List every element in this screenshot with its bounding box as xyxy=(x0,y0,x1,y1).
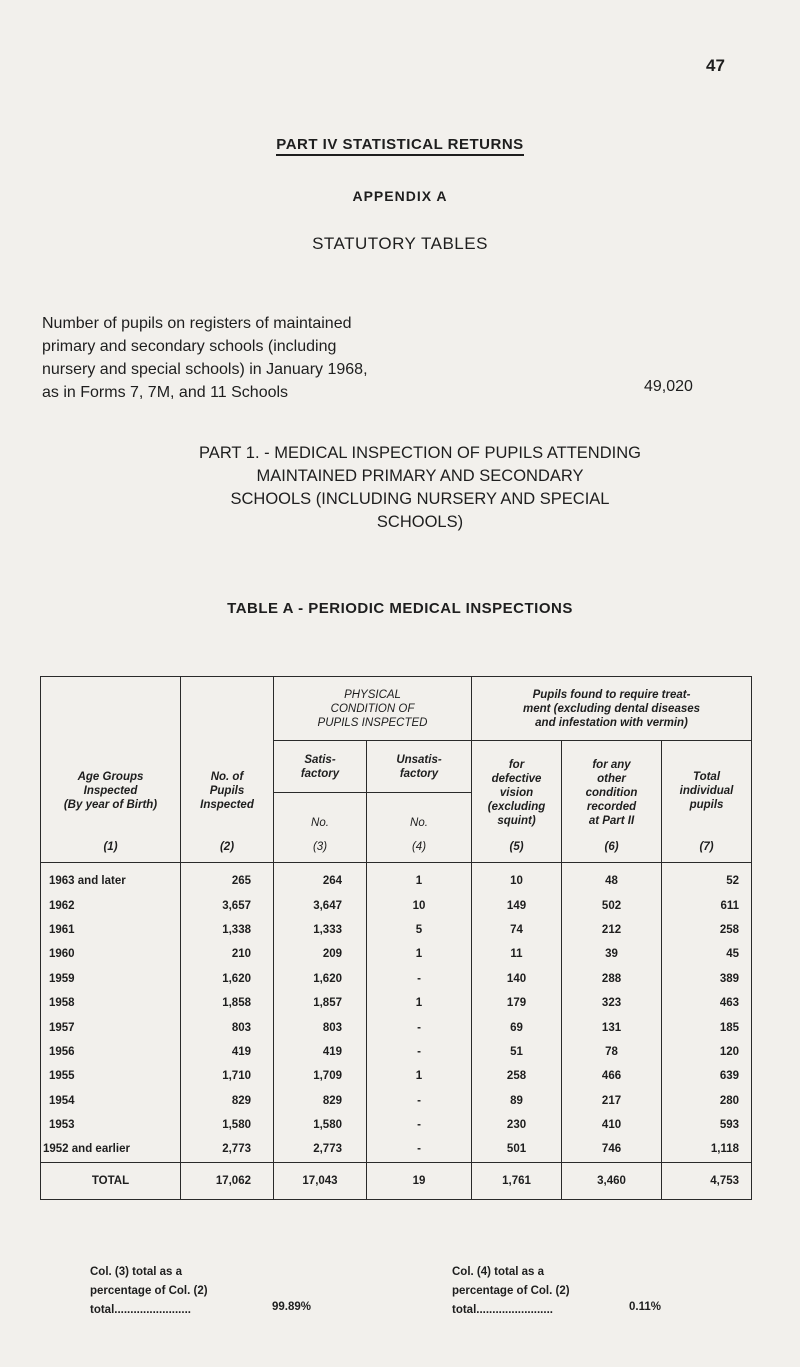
header-unsatisfactory: Unsatis- factory xyxy=(367,741,472,793)
cell-inspected: 1,858 xyxy=(181,991,274,1015)
cell-inspected: 2,773 xyxy=(181,1137,274,1162)
cell-age: 1953 xyxy=(41,1113,181,1137)
cell-vision: 140 xyxy=(472,967,562,991)
cell-age: 1957 xyxy=(41,1015,181,1039)
table-row xyxy=(41,918,752,942)
header-unsatisfactory-no: No. (4) xyxy=(367,793,472,863)
table-row xyxy=(41,1113,752,1137)
statutory-heading: STATUTORY TABLES xyxy=(312,234,488,253)
total-row xyxy=(41,1162,752,1199)
cell-total: 280 xyxy=(662,1089,752,1113)
cell-inspected: 1,580 xyxy=(181,1113,274,1137)
cell-satisfactory: 1,620 xyxy=(274,967,367,991)
table-row xyxy=(41,1015,752,1039)
cell-other: 78 xyxy=(562,1040,662,1064)
intro-line: nursery and special schools) in January 1968, xyxy=(42,361,368,378)
cell-age: 1959 xyxy=(41,967,181,991)
cell-vision: 179 xyxy=(472,991,562,1015)
cell-total: 611 xyxy=(662,893,752,917)
header-defective-vision: for defective vision (excluding squint) (5) xyxy=(472,741,562,863)
cell-vision: 89 xyxy=(472,1089,562,1113)
cell-vision: 69 xyxy=(472,1015,562,1039)
part1-line: PART 1. - MEDICAL INSPECTION OF PUPILS ATTENDING xyxy=(199,444,641,462)
header-satisfactory: Satis- factory xyxy=(274,741,367,793)
cell-age: 1954 xyxy=(41,1089,181,1113)
cell-age: 1952 and earlier xyxy=(41,1137,181,1162)
cell-other: 502 xyxy=(562,893,662,917)
inspections-table xyxy=(40,676,752,1200)
cell-vision: 11 xyxy=(472,942,562,966)
footnote-col3-value: 99.89% xyxy=(272,1301,312,1313)
table-row xyxy=(41,967,752,991)
cell-inspected: 1,710 xyxy=(181,1064,274,1088)
cell-vision: 10 xyxy=(472,863,562,894)
cell-unsatisfactory: - xyxy=(367,1089,472,1113)
footnote-col4: Col. (4) total as a percentage of Col. (2) total........................ xyxy=(452,1266,570,1316)
table-row xyxy=(41,1089,752,1113)
table-row xyxy=(41,893,752,917)
header-pupils-found: Pupils found to require treat- ment (excluding dental diseases and infestation with vermin) xyxy=(472,677,752,741)
part1-heading xyxy=(140,442,700,534)
cell-unsatisfactory: 1 xyxy=(367,863,472,894)
cell-unsatisfactory: 1 xyxy=(367,1064,472,1088)
cell-total: 463 xyxy=(662,991,752,1015)
cell-unsatisfactory: - xyxy=(367,967,472,991)
cell-unsatisfactory: 1 xyxy=(367,942,472,966)
total-other: 3,460 xyxy=(562,1162,662,1199)
cell-satisfactory: 1,709 xyxy=(274,1064,367,1088)
header-age-groups: Age Groups Inspected (By year of Birth) (1) xyxy=(41,677,181,863)
cell-satisfactory: 3,647 xyxy=(274,893,367,917)
cell-other: 466 xyxy=(562,1064,662,1088)
cell-vision: 149 xyxy=(472,893,562,917)
cell-total: 593 xyxy=(662,1113,752,1137)
cell-satisfactory: 829 xyxy=(274,1089,367,1113)
cell-unsatisfactory: 10 xyxy=(367,893,472,917)
cell-inspected: 803 xyxy=(181,1015,274,1039)
total-total: 4,753 xyxy=(662,1162,752,1199)
table-row xyxy=(41,942,752,966)
cell-unsatisfactory: 1 xyxy=(367,991,472,1015)
table-row xyxy=(41,1064,752,1088)
cell-other: 131 xyxy=(562,1015,662,1039)
total-label: TOTAL xyxy=(41,1162,181,1199)
part-heading xyxy=(0,136,800,153)
total-satisfactory: 17,043 xyxy=(274,1162,367,1199)
part1-line: MAINTAINED PRIMARY AND SECONDARY xyxy=(256,467,584,485)
header-physical-condition: PHYSICAL CONDITION OF PUPILS INSPECTED xyxy=(274,677,472,741)
cell-other: 212 xyxy=(562,918,662,942)
cell-unsatisfactory: - xyxy=(367,1015,472,1039)
total-unsatisfactory: 19 xyxy=(367,1162,472,1199)
cell-inspected: 265 xyxy=(181,863,274,894)
table-row xyxy=(41,863,752,894)
part-heading-text: PART IV STATISTICAL RETURNS xyxy=(276,136,523,156)
cell-satisfactory: 264 xyxy=(274,863,367,894)
cell-age: 1958 xyxy=(41,991,181,1015)
table-row xyxy=(41,991,752,1015)
cell-age: 1960 xyxy=(41,942,181,966)
cell-other: 410 xyxy=(562,1113,662,1137)
cell-inspected: 829 xyxy=(181,1089,274,1113)
intro-text xyxy=(42,312,368,404)
cell-other: 48 xyxy=(562,863,662,894)
cell-unsatisfactory: - xyxy=(367,1040,472,1064)
cell-total: 45 xyxy=(662,942,752,966)
cell-vision: 258 xyxy=(472,1064,562,1088)
cell-total: 185 xyxy=(662,1015,752,1039)
header-other-condition: for any other condition recorded at Part II (6) xyxy=(562,741,662,863)
intro-line: Number of pupils on registers of maintained xyxy=(42,315,352,332)
footnote-col4-value: 0.11% xyxy=(629,1301,661,1313)
cell-age: 1962 xyxy=(41,893,181,917)
part1-line: SCHOOLS (INCLUDING NURSERY AND SPECIAL xyxy=(230,490,610,508)
cell-satisfactory: 2,773 xyxy=(274,1137,367,1162)
page-number: 47 xyxy=(706,56,725,75)
table-title: TABLE A - PERIODIC MEDICAL INSPECTIONS xyxy=(227,600,573,617)
cell-vision: 230 xyxy=(472,1113,562,1137)
cell-other: 217 xyxy=(562,1089,662,1113)
part1-line: SCHOOLS) xyxy=(376,513,464,531)
cell-total: 389 xyxy=(662,967,752,991)
cell-age: 1961 xyxy=(41,918,181,942)
cell-satisfactory: 803 xyxy=(274,1015,367,1039)
cell-inspected: 419 xyxy=(181,1040,274,1064)
cell-total: 52 xyxy=(662,863,752,894)
cell-other: 323 xyxy=(562,991,662,1015)
table-row xyxy=(41,1137,752,1162)
cell-satisfactory: 1,333 xyxy=(274,918,367,942)
cell-satisfactory: 1,857 xyxy=(274,991,367,1015)
intro-line: as in Forms 7, 7M, and 11 Schools xyxy=(42,384,289,401)
header-satisfactory-no: No. (3) xyxy=(274,793,367,863)
header-total-individual: Total individual pupils (7) xyxy=(662,741,752,863)
cell-vision: 501 xyxy=(472,1137,562,1162)
cell-age: 1955 xyxy=(41,1064,181,1088)
cell-unsatisfactory: - xyxy=(367,1137,472,1162)
cell-satisfactory: 419 xyxy=(274,1040,367,1064)
cell-other: 288 xyxy=(562,967,662,991)
cell-inspected: 3,657 xyxy=(181,893,274,917)
intro-line: primary and secondary schools (including xyxy=(42,338,337,355)
cell-vision: 51 xyxy=(472,1040,562,1064)
cell-age: 1956 xyxy=(41,1040,181,1064)
cell-vision: 74 xyxy=(472,918,562,942)
table-row xyxy=(41,1040,752,1064)
total-vision: 1,761 xyxy=(472,1162,562,1199)
intro-value: 49,020 xyxy=(644,378,693,395)
appendix-heading: APPENDIX A xyxy=(352,188,448,204)
cell-total: 1,118 xyxy=(662,1137,752,1162)
cell-satisfactory: 209 xyxy=(274,942,367,966)
cell-other: 39 xyxy=(562,942,662,966)
cell-inspected: 1,338 xyxy=(181,918,274,942)
cell-inspected: 1,620 xyxy=(181,967,274,991)
cell-total: 639 xyxy=(662,1064,752,1088)
cell-total: 258 xyxy=(662,918,752,942)
header-no-pupils: No. of Pupils Inspected (2) xyxy=(181,677,274,863)
footnote-col3: Col. (3) total as a percentage of Col. (2) total........................ xyxy=(90,1266,208,1316)
cell-total: 120 xyxy=(662,1040,752,1064)
cell-other: 746 xyxy=(562,1137,662,1162)
cell-satisfactory: 1,580 xyxy=(274,1113,367,1137)
cell-age: 1963 and later xyxy=(41,863,181,894)
cell-unsatisfactory: 5 xyxy=(367,918,472,942)
cell-unsatisfactory: - xyxy=(367,1113,472,1137)
total-inspected: 17,062 xyxy=(181,1162,274,1199)
cell-inspected: 210 xyxy=(181,942,274,966)
